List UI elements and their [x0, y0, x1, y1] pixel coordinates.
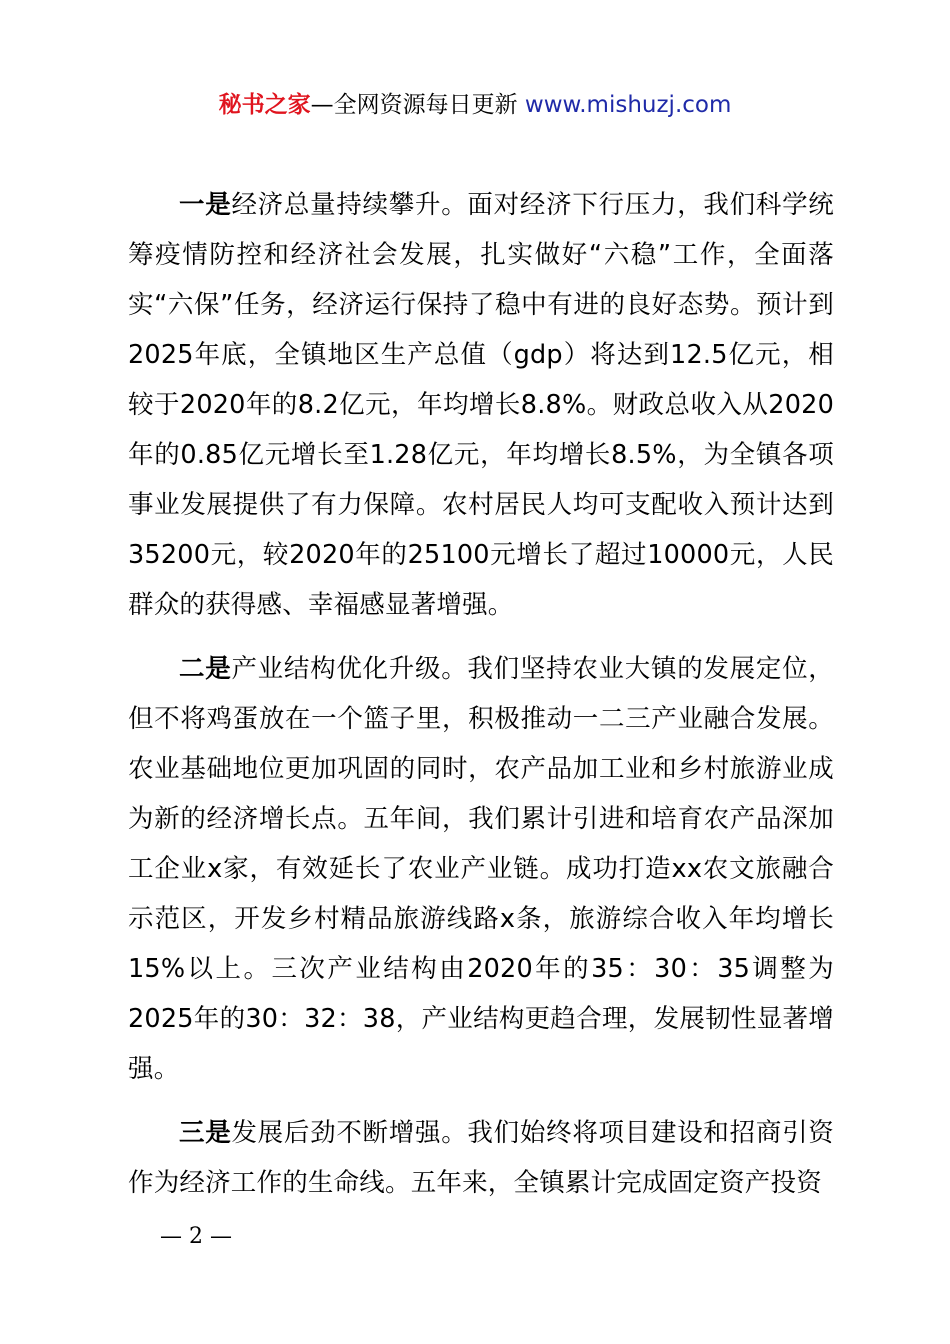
page-number: — 2 — — [160, 1224, 232, 1249]
paragraph-lead: 一是 — [179, 190, 232, 220]
document-body — [128, 180, 834, 1222]
paragraph-text: 发展后劲不断增强。我们始终将项目建设和招商引资作为经济工作的生命线。五年来，全镇累计完成固定资产投资 — [128, 1118, 834, 1198]
paragraph-lead: 三是 — [179, 1118, 232, 1148]
site-header — [0, 88, 950, 122]
paragraph-lead: 二是 — [179, 654, 232, 684]
paragraph-industry — [128, 644, 834, 1094]
paragraph-text: 产业结构优化升级。我们坚持农业大镇的发展定位，但不将鸡蛋放在一个篮子里，积极推动一二三产业融合发展。农业基础地位更加巩固的同时，农产品加工业和乡村旅游业成为新的经济增长点。五年间，我们累计引进和培育农产品深加工企业x家，有效延长了农业产业链。成功打造xx农文旅融合示范区，开发乡村精品旅游线路x条，旅游综合收入年均增长15%以上。三次产业结构由2020年的35：30：35调整为2025年的30：32：38，产业结构更趋合理，发展韧性显著增强。 — [128, 654, 834, 1084]
brand-name: 秘书之家 — [218, 92, 311, 118]
header-tagline: 全网资源每日更新 — [333, 92, 525, 118]
site-url-link[interactable]: www.mishuzj.com — [524, 92, 732, 118]
paragraph-economy — [128, 180, 834, 630]
paragraph-momentum — [128, 1108, 834, 1208]
paragraph-text: 经济总量持续攀升。面对经济下行压力，我们科学统筹疫情防控和经济社会发展，扎实做好“六稳”工作，全面落实“六保”任务，经济运行保持了稳中有进的良好态势。预计到2025年底，全镇地区生产总值（gdp）将达到12.5亿元，相较于2020年的8.2亿元，年均增长8.8%。财政总收入从2020年的0.85亿元增长至1.28亿元，年均增长8.5%，为全镇各项事业发展提供了有力保障。农村居民人均可支配收入预计达到35200元，较2020年的25100元增长了超过10000元，人民群众的获得感、幸福感显著增强。 — [128, 190, 834, 620]
header-dash: — — [310, 92, 334, 118]
